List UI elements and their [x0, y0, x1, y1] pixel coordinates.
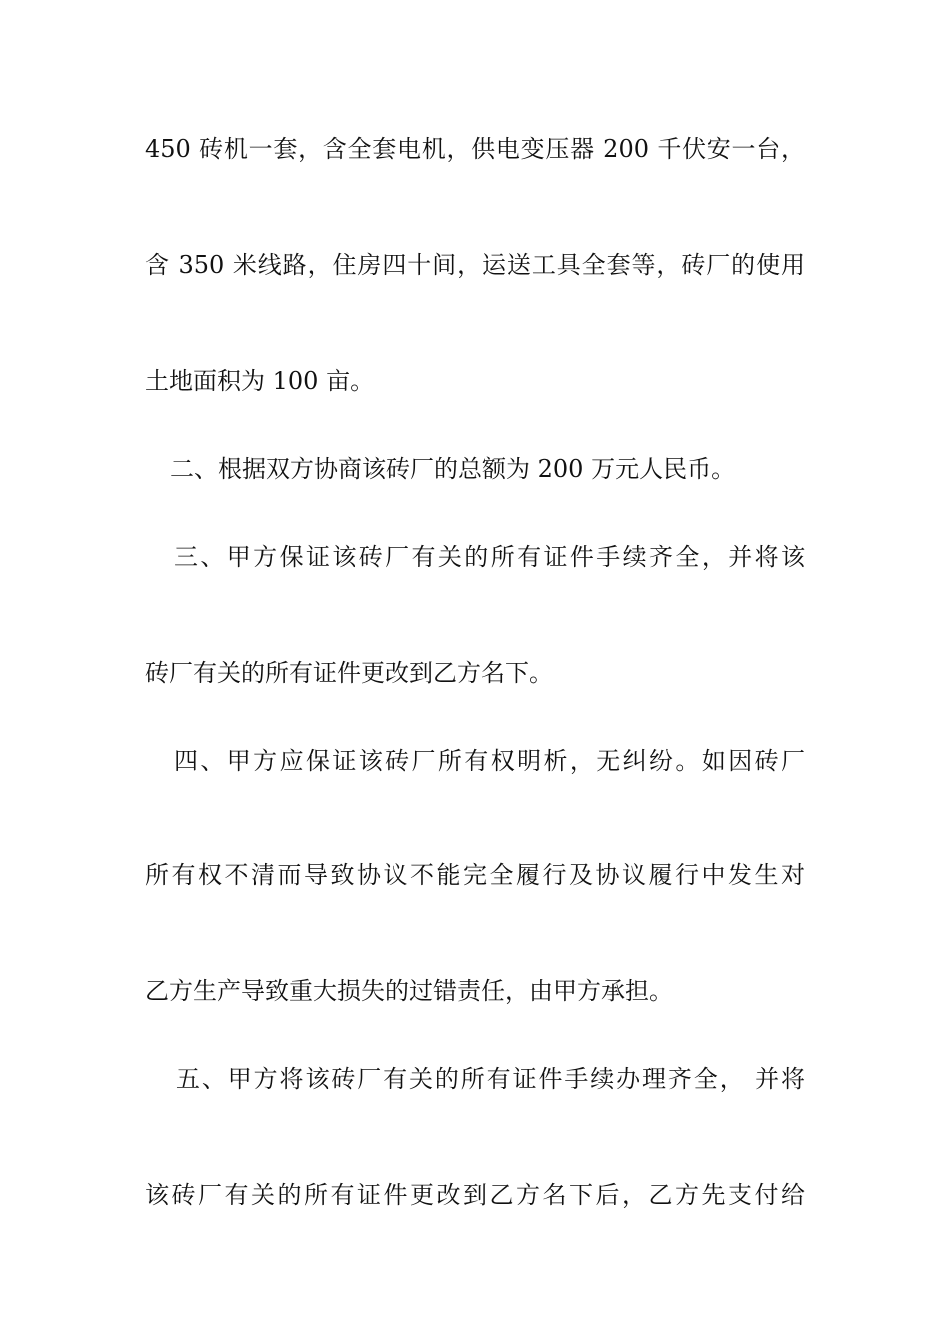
- clause-three-line-2: 砖厂有关的所有证件更改到乙方名下。: [145, 659, 553, 687]
- clause-four-line-1: 四、甲方应保证该砖厂所有权明析，无纠纷。如因砖厂: [174, 747, 805, 775]
- clause-five-line-1: 五、甲方将该砖厂有关的所有证件手续办理齐全， 并将: [176, 1065, 805, 1093]
- text-line-1: 450 砖机一套，含全套电机，供电变压器 200 千伏安一台，: [145, 135, 805, 163]
- clause-four-line-2: 所有权不清而导致协议不能完全履行及协议履行中发生对: [145, 861, 805, 889]
- text-line-2: 含 350 米线路，住房四十间，运送工具全套等，砖厂的使用: [145, 251, 805, 279]
- clause-three-line-1: 三、甲方保证该砖厂有关的所有证件手续齐全，并将该: [174, 543, 805, 571]
- clause-five-line-2: 该砖厂有关的所有证件更改到乙方名下后，乙方先支付给: [145, 1181, 805, 1209]
- clause-two: 二、根据双方协商该砖厂的总额为 200 万元人民币。: [170, 455, 736, 483]
- text-line-3: 土地面积为 100 亩。: [145, 367, 375, 395]
- clause-four-line-3: 乙方生产导致重大损失的过错责任，由甲方承担。: [145, 977, 673, 1005]
